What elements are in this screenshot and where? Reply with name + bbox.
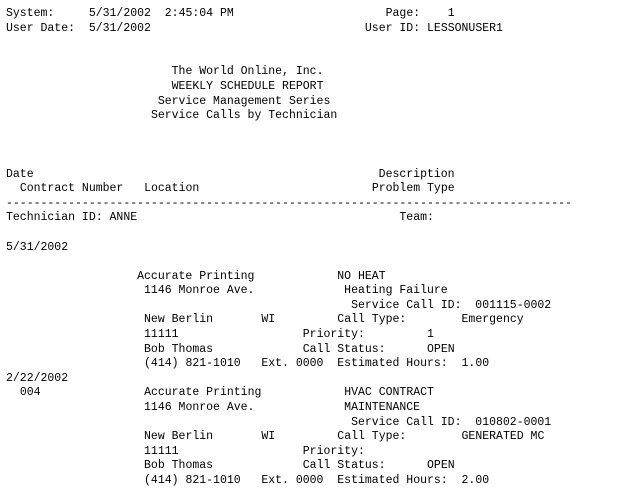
system-date: 5/31/2002 xyxy=(88,7,151,20)
col-location-header: Location xyxy=(144,182,200,196)
entry-contract-number: 004 xyxy=(19,386,41,400)
page-number: 1 xyxy=(447,7,455,20)
entry-problem-type: Heating Failure xyxy=(344,284,448,298)
report-subtitle: Service Calls by Technician xyxy=(150,109,338,123)
entry-estimated-hours-label: Estimated Hours: xyxy=(337,474,448,487)
entry-call-status: OPEN xyxy=(427,342,455,356)
entry-state: WI xyxy=(261,313,276,327)
entry-2-line-zip xyxy=(6,445,622,460)
system-label: System: xyxy=(6,7,55,20)
entry-city: New Berlin xyxy=(144,313,214,327)
entry-date: 2/22/2002 xyxy=(6,371,69,385)
entry-call-type: GENERATED MC xyxy=(461,430,545,444)
entry-1-line-city xyxy=(6,313,622,328)
entry-1-date xyxy=(6,241,622,256)
entry-call-status-label: Call Status: xyxy=(302,342,386,356)
entry-problem-type: MAINTENANCE xyxy=(344,401,421,415)
entry-contact: Bob Thomas xyxy=(144,459,214,473)
entry-2-line-callid xyxy=(6,416,622,431)
spacer xyxy=(6,138,622,153)
entry-2-line-contact xyxy=(6,459,622,474)
header-separator: ---------------------------------------------------------------------------------- xyxy=(6,196,572,210)
entry-description: HVAC CONTRACT xyxy=(344,386,434,400)
title-line-1 xyxy=(6,65,622,80)
spacer xyxy=(6,226,622,241)
user-id: LESSONUSER1 xyxy=(427,21,503,35)
entry-1-line-phone xyxy=(6,357,622,372)
entry-description: NO HEAT xyxy=(337,269,386,283)
entry-1-line-callid xyxy=(6,299,622,314)
user-date: 5/31/2002 xyxy=(88,21,151,35)
entry-service-call-id: 010802-0001 xyxy=(475,415,552,429)
entry-zip: 11111 xyxy=(144,444,179,458)
entry-call-type: Emergency xyxy=(461,313,524,327)
header-line-system xyxy=(6,7,622,22)
user-date-label: User Date: xyxy=(6,21,76,35)
spacer xyxy=(6,36,622,51)
entry-address: 1146 Monroe Ave. xyxy=(144,284,255,298)
technician-id-value: ANNE xyxy=(109,211,138,225)
entry-priority: 1 xyxy=(427,328,434,342)
entry-state: WI xyxy=(261,430,276,444)
entry-call-status-label: Call Status: xyxy=(302,459,386,473)
entry-location-name: Accurate Printing xyxy=(137,269,255,283)
entry-1-line-location xyxy=(6,270,622,285)
col-date-header: Date xyxy=(6,167,34,181)
technician-id-label: Technician ID: xyxy=(6,211,103,225)
system-time: 2:45:04 PM xyxy=(164,7,234,20)
entry-1-line-zip xyxy=(6,328,622,343)
header-line-user xyxy=(6,22,622,37)
title-line-3 xyxy=(6,95,622,110)
spacer xyxy=(6,255,622,270)
entry-1-line-contact xyxy=(6,343,622,358)
entry-priority-label: Priority: xyxy=(302,328,365,342)
entry-1-line-address xyxy=(6,284,622,299)
team-label: Team: xyxy=(399,211,434,225)
entry-date: 5/31/2002 xyxy=(6,240,69,254)
technician-line xyxy=(6,211,622,226)
entry-contact: Bob Thomas xyxy=(144,342,214,356)
col-problem-type-header: Problem Type xyxy=(371,182,455,196)
entry-2-line-city xyxy=(6,430,622,445)
entry-service-call-id: 001115-0002 xyxy=(475,298,552,312)
entry-2-line-contract xyxy=(6,386,622,401)
report-title: WEEKLY SCHEDULE REPORT xyxy=(171,79,324,93)
entry-city: New Berlin xyxy=(144,430,214,444)
spacer xyxy=(6,51,622,66)
title-line-2 xyxy=(6,80,622,95)
entry-service-call-id-label: Service Call ID: xyxy=(351,298,462,312)
entry-estimated-hours: 1.00 xyxy=(461,357,490,371)
title-line-4 xyxy=(6,109,622,124)
entry-priority-label: Priority: xyxy=(302,444,365,458)
entry-estimated-hours-label: Estimated Hours: xyxy=(337,357,448,371)
entry-service-call-id-label: Service Call ID: xyxy=(351,415,462,429)
entry-call-status: OPEN xyxy=(427,459,455,473)
entry-phone: (414) 821-1010 Ext. 0000 xyxy=(144,474,324,487)
entry-call-type-label: Call Type: xyxy=(337,430,407,444)
entry-2-line-phone xyxy=(6,474,622,489)
entry-location-name: Accurate Printing xyxy=(144,386,262,400)
col-description-header: Description xyxy=(378,167,455,181)
entry-estimated-hours: 2.00 xyxy=(461,474,490,487)
user-id-label: User ID: xyxy=(364,21,421,35)
spacer xyxy=(6,153,622,168)
entry-address: 1146 Monroe Ave. xyxy=(144,401,255,415)
entry-2-line-address xyxy=(6,401,622,416)
column-header-line-1 xyxy=(6,168,622,183)
entry-call-type-label: Call Type: xyxy=(337,313,407,327)
spacer xyxy=(6,124,622,139)
entry-phone: (414) 821-1010 Ext. 0000 xyxy=(144,357,324,371)
report-series: Service Management Series xyxy=(157,94,331,108)
page-label: Page: xyxy=(385,7,421,20)
entry-2-date xyxy=(6,372,622,387)
company-name: The World Online, Inc. xyxy=(171,65,324,79)
column-header-line-2 xyxy=(6,182,622,197)
entry-zip: 11111 xyxy=(144,328,179,342)
col-contract-number-header: Contract Number xyxy=(19,182,124,196)
